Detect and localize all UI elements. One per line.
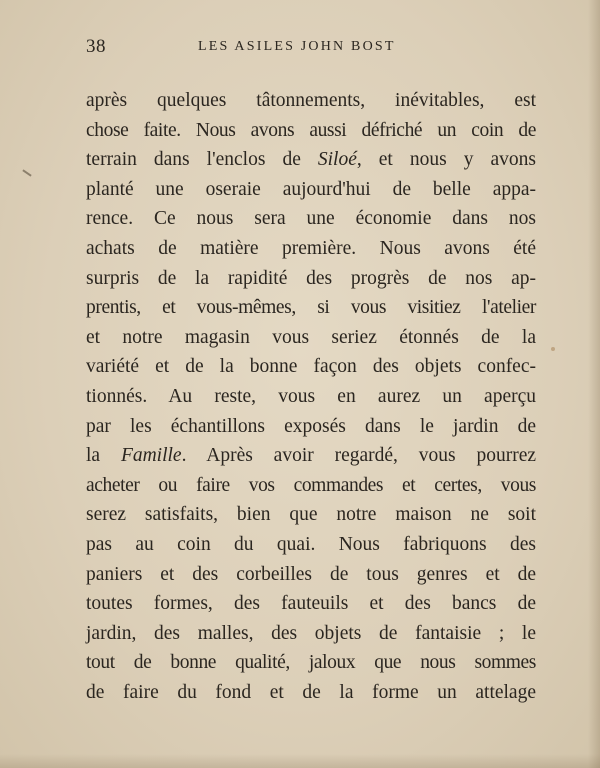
text-line: rence. Ce nous sera une économie dans nos bbox=[86, 208, 536, 230]
running-head bbox=[86, 36, 536, 58]
text-line: tionnés. Au reste, vous en aurez un aperçu bbox=[86, 385, 536, 407]
text-line: tout de bonne qualité, jaloux que nous sommes bbox=[86, 652, 536, 674]
page-bottom-shadow bbox=[0, 754, 600, 768]
text-line: et notre magasin vous seriez étonnés de la bbox=[86, 326, 536, 348]
margin-mark bbox=[22, 169, 31, 176]
text-line: variété et de la bonne façon des objets confec- bbox=[86, 356, 536, 378]
text-line: acheter ou faire vos commandes et certes, vous bbox=[86, 474, 536, 496]
italic-name: Famille bbox=[120, 445, 182, 467]
text-line: de faire du fond et de la forme un attelage bbox=[86, 681, 536, 703]
page-edge-shadow bbox=[588, 0, 600, 768]
text-line: toutes formes, des fauteuils et des bancs de bbox=[86, 593, 536, 615]
text-line: planté une oseraie aujourd'hui de belle appa- bbox=[86, 178, 536, 200]
text-line: serez satisfaits, bien que notre maison ne soit bbox=[86, 504, 536, 526]
page-number: 38 bbox=[86, 36, 106, 57]
text-line: la Famille. Après avoir regardé, vous pourrez bbox=[86, 445, 536, 467]
text-line: prentis, et vous-mêmes, si vous visitiez l'atelier bbox=[86, 297, 536, 319]
text-line: pas au coin du quai. Nous fabriquons des bbox=[86, 533, 536, 555]
body-text bbox=[86, 86, 536, 707]
text-line: par les échantillons exposés dans le jardin de bbox=[86, 415, 536, 437]
text-line: chose faite. Nous avons aussi défriché un coin de bbox=[86, 119, 536, 141]
text-line: achats de matière première. Nous avons été bbox=[86, 237, 536, 259]
text-line: paniers et des corbeilles de tous genres et de bbox=[86, 563, 536, 585]
text-line: terrain dans l'enclos de Siloé, et nous y avons bbox=[86, 149, 536, 171]
italic-name: Siloé bbox=[317, 149, 357, 171]
text-line: après quelques tâtonnements, inévitables, est bbox=[86, 90, 536, 111]
running-title: LES ASILES JOHN BOST bbox=[198, 39, 396, 54]
text-line: surpris de la rapidité des progrès de nos ap- bbox=[86, 267, 536, 289]
paper-speck bbox=[551, 347, 555, 351]
text-line: jardin, des malles, des objets de fantaisie ; le bbox=[86, 622, 536, 644]
